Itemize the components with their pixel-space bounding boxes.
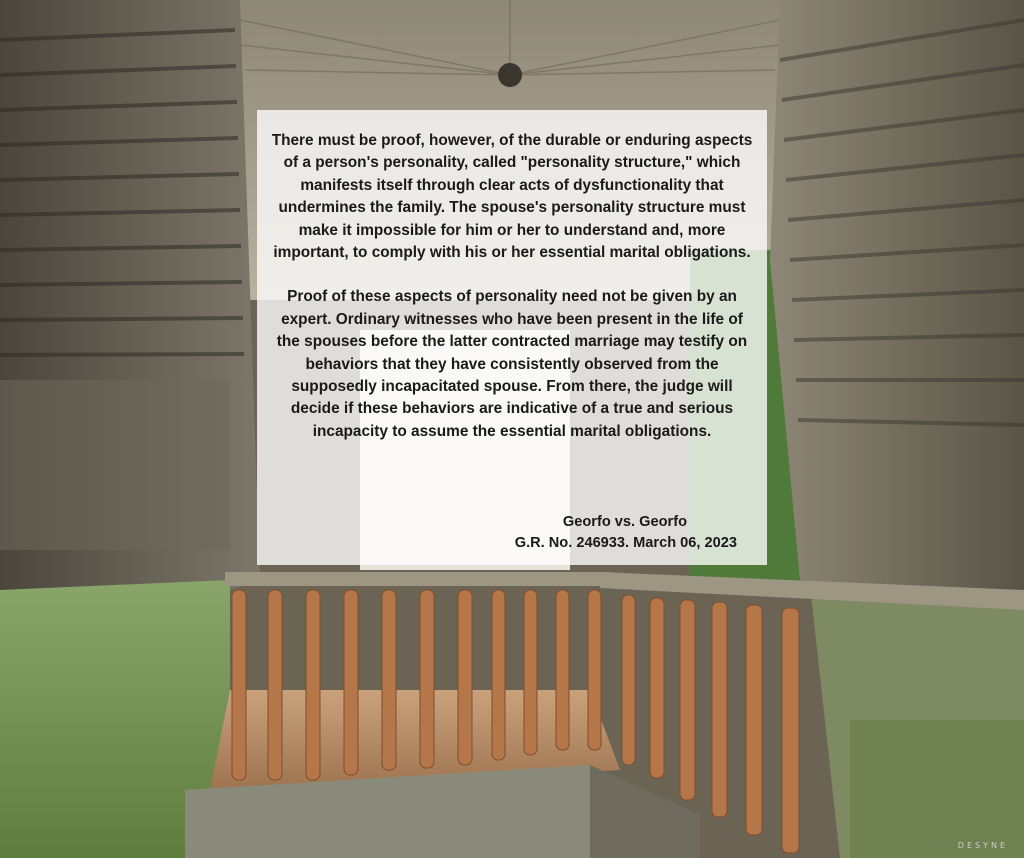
watermark: DESYNE — [957, 841, 1008, 850]
left-panel — [0, 380, 230, 550]
quote-paragraph-2: Proof of these aspects of personality need not be given by an expert. Ordinary witnesses who have been present in the life of the spouses before the latter contracted marriage may testify on behaviors that they have consistently observed from the supposedly incapacitated spouse. From there, the judge will decide if these behaviors are indicative of a true and serious incapacity to assume the essential marital obligations. — [276, 288, 748, 440]
citation-case-name: Georfo vs. Georfo — [562, 514, 687, 530]
top-rail-back — [225, 572, 610, 586]
quote-card — [257, 110, 767, 565]
citation — [515, 512, 737, 554]
citation-reference: G.R. No. 246933. March 06, 2023 — [514, 535, 737, 551]
right-green-band — [850, 720, 1024, 858]
quote-paragraph-1: There must be proof, however, of the durable or enduring aspects of a person's personality, called "personality structure," which manifests itself through clear acts of dysfunctionality that undermines the family. The spouse's personality structure must make it impossible for him or her to understand and, more important, to comply with his or her essential marital obligations. — [271, 132, 753, 262]
ceiling-fixture — [498, 63, 522, 87]
